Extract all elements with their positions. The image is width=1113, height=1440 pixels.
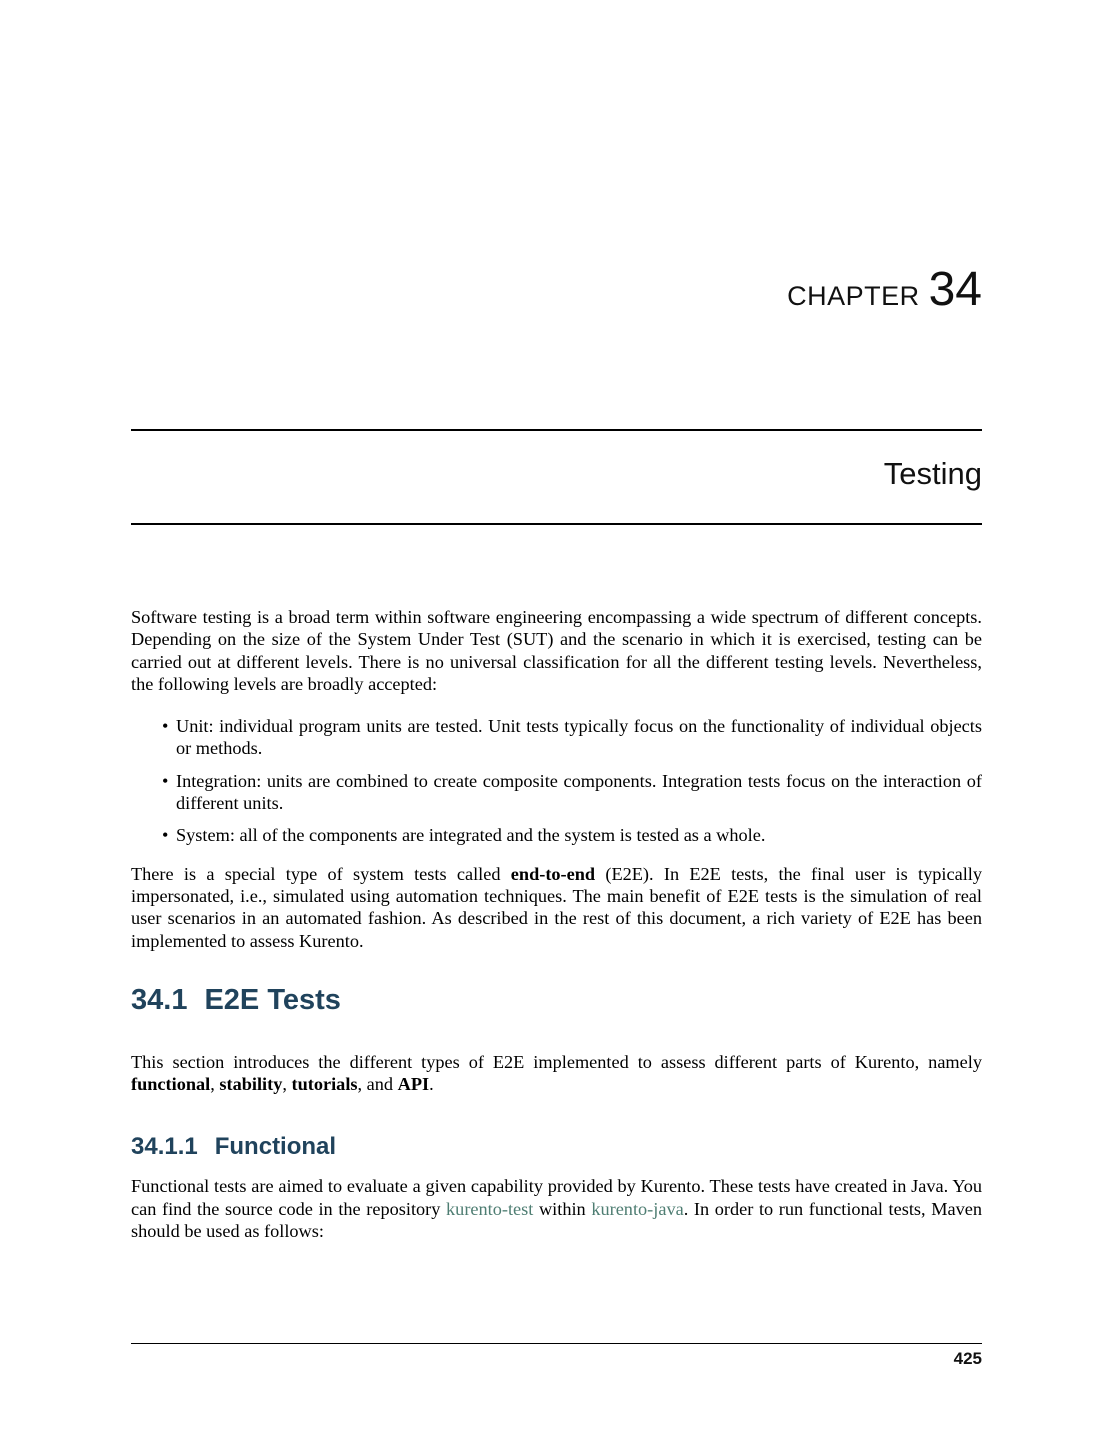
separator-text: , [210, 1074, 220, 1095]
link-kurento-test[interactable]: kurento-test [446, 1198, 534, 1219]
section-heading-e2e-tests [131, 983, 982, 1017]
section-intro-paragraph [131, 1051, 982, 1096]
section-title: E2E Tests [204, 983, 341, 1016]
intro-paragraph: Software testing is a broad term within software engineering encompassing a wide spectrum of different concepts. Depending on the size of the System Under Test (SUT) and the scenario in which it is exercised, testing can be carried out at different levels. There is no universal classification for all the different testing levels. Nevertheless, the following levels are broadly accepted: [131, 607, 982, 694]
e2e-bold-term: end-to-end [510, 863, 596, 884]
e2e-paragraph [131, 863, 982, 952]
separator-text: , and [357, 1074, 398, 1095]
functional-paragraph [131, 1175, 982, 1242]
subsection-title: Functional [214, 1133, 337, 1161]
page-footer [131, 1343, 982, 1369]
page-content [131, 0, 982, 1242]
link-kurento-java[interactable]: kurento-java [591, 1198, 684, 1219]
testing-levels-list [131, 715, 982, 846]
sentence-end: . [429, 1074, 434, 1095]
page-title: Testing [883, 456, 982, 491]
functional-text-pre: Functional tests are aimed to evaluate a given capability provided by Kurento. These tests have created in Java. You can find the source code in the repository [131, 1176, 982, 1219]
chapter-number: 34 [928, 263, 982, 316]
subsection-heading-functional [131, 1133, 982, 1161]
list-item-system: • System: all of the components are integrated and the system is tested as a whole. [131, 824, 982, 846]
e2e-text-post: (E2E). In E2E tests, the final user is typically impersonated, i.e., simulated using automation techniques. The main benefit of E2E tests is the simulation of real user scenarios in an automated fashion. As described in the rest of this document, a rich variety of E2E has been implemented to assess Kurento. [131, 863, 982, 951]
chapter-heading [131, 263, 982, 325]
functional-text-mid: within [533, 1198, 592, 1219]
list-item-integration: • Integration: units are combined to create composite components. Integration tests focus on the interaction of different units. [131, 770, 982, 815]
section-number: 34.1 [131, 983, 188, 1016]
term-functional: functional [131, 1074, 211, 1095]
functional-text-post: . In order to run functional tests, Maven should be used as follows: [131, 1198, 982, 1242]
list-item-unit: • Unit: individual program units are tested. Unit tests typically focus on the functionality of individual objects or methods. [131, 715, 982, 760]
term-api: API [397, 1074, 430, 1095]
term-stability: stability [219, 1074, 283, 1095]
separator-text: , [282, 1074, 292, 1095]
title-rule-block [131, 429, 982, 525]
term-tutorials: tutorials [291, 1074, 358, 1095]
e2e-text-pre: There is a special type of system tests called [131, 863, 511, 884]
page-number: 425 [953, 1349, 982, 1368]
subsection-number: 34.1.1 [131, 1133, 198, 1161]
section-intro-pre: This section introduces the different types of E2E implemented to assess different parts of Kurento, namely [131, 1051, 982, 1072]
chapter-label: CHAPTER [787, 281, 920, 311]
